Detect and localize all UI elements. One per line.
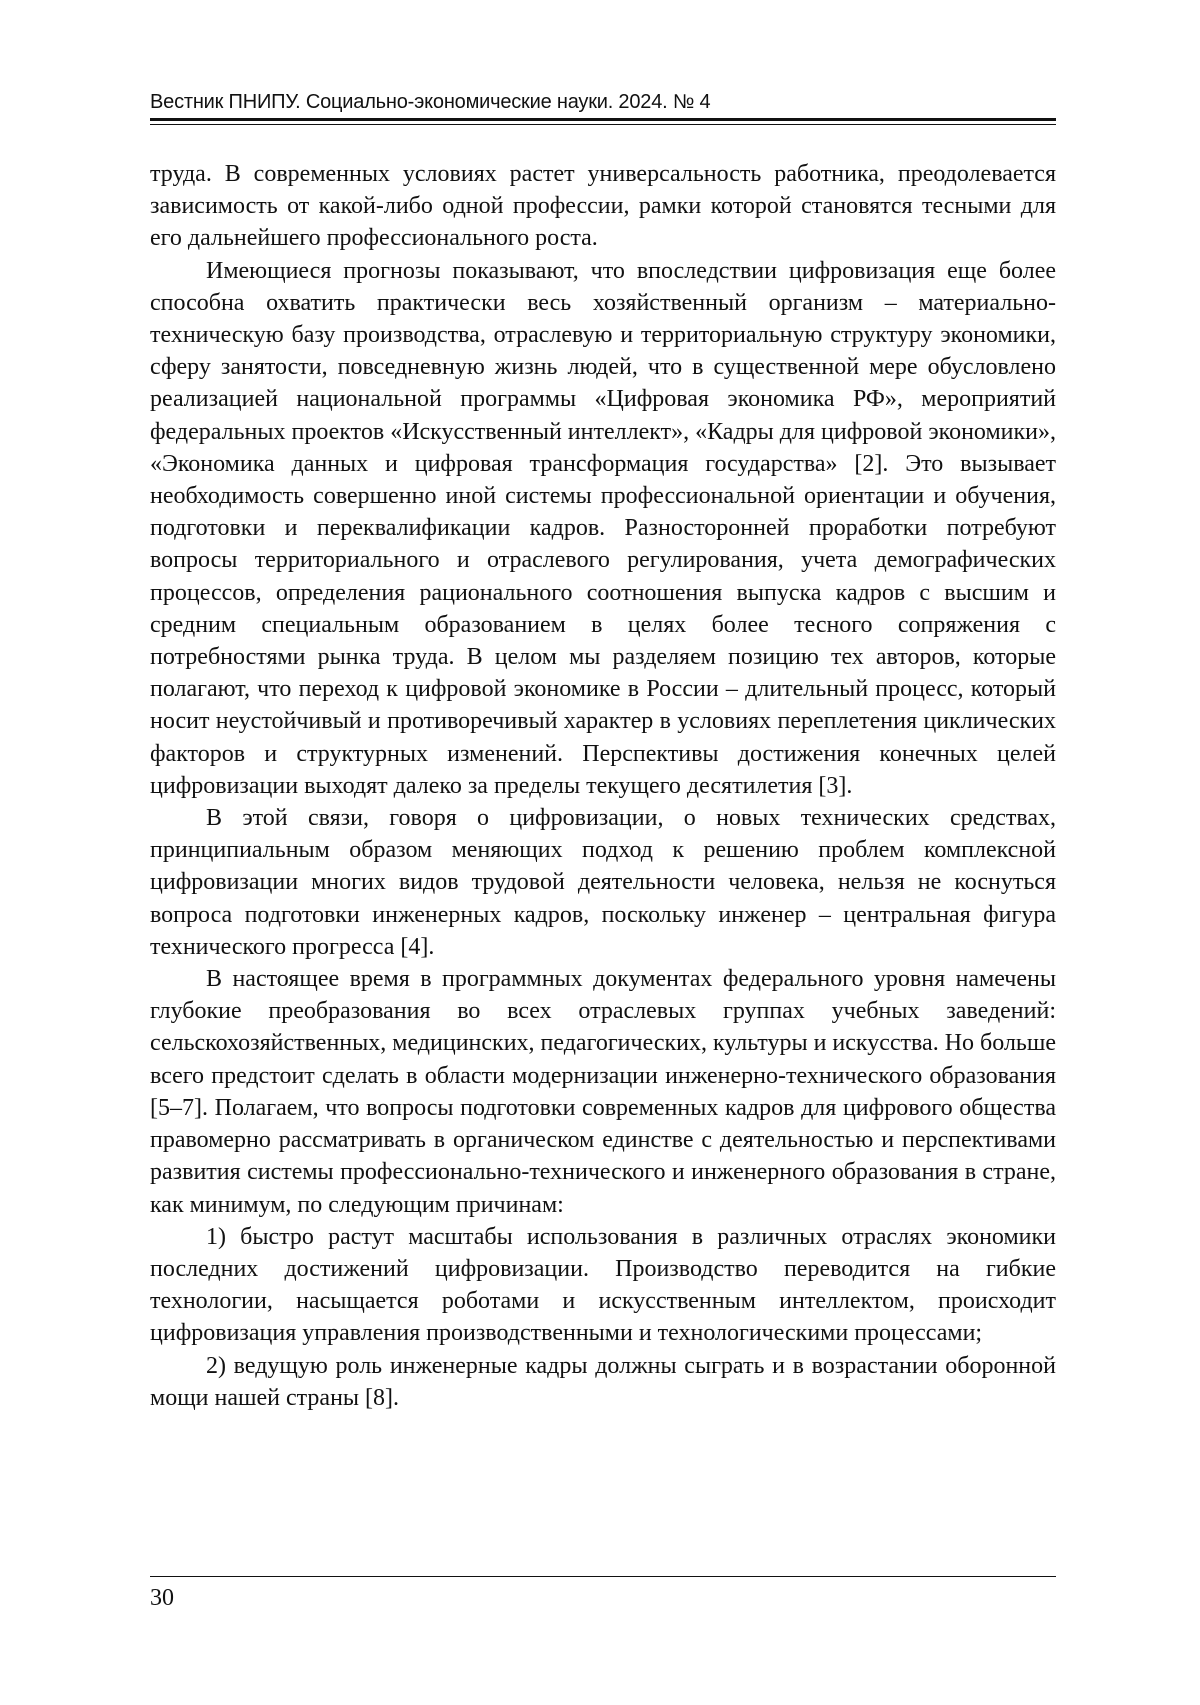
list-item-1: 1) быстро растут масштабы использования в различных отраслях экономики последних достижений цифровизации. Производство переводится на гибкие технологии, насыщается роботами и искусственным интеллектом, происходит цифровизация управления производственными и технологическими процессами; <box>150 1221 1056 1350</box>
running-header: Вестник ПНИПУ. Социально-экономические науки. 2024. № 4 <box>150 90 1056 114</box>
footer-rule <box>150 1576 1056 1577</box>
paragraph: Имеющиеся прогнозы показывают, что впоследствии цифровизация еще более способна охватить практически весь хозяйственный организм – материально-техническую базу производства, отраслевую и территориальную структуру экономики, сферу занятости, повседневную жизнь людей, что в существенной мере обусловлено реализацией национальной программы «Цифровая экономика РФ», мероприятий федеральных проектов «Искусственный интеллект», «Кадры для цифровой экономики», «Экономика данных и цифровая трансформация государства» [2]. Это вызывает необходимость совершенно иной системы профессиональной ориентации и обучения, подготовки и переквалификации кадров. Разносторонней проработки потребуют вопросы территориального и отраслевого регулирования, учета демографических процессов, определения рационального соотношения выпуска кадров с высшим и средним специальным образованием в целях более тесного сопряжения с потребностями рынка труда. В целом мы разделяем позицию тех авторов, которые полагают, что переход к цифровой экономике в России – длительный процесс, который носит неустойчивый и противоречивый характер в условиях переплетения циклических факторов и структурных изменений. Перспективы достижения конечных целей цифровизации выходят далеко за пределы текущего десятилетия [3]. <box>150 255 1056 802</box>
header-rule-thin <box>150 124 1056 125</box>
paragraph-continuation: труда. В современных условиях растет универсальность работника, преодолевается зависимость от какой-либо одной профессии, рамки которой становятся тесными для его дальнейшего профессионального роста. <box>150 158 1056 255</box>
header-rule-thick <box>150 118 1056 121</box>
page-number: 30 <box>150 1584 174 1612</box>
paragraph: В настоящее время в программных документах федерального уровня намечены глубокие преобразования во всех отраслевых группах учебных заведений: сельскохозяйственных, медицинских, педагогических, культуры и искусства. Но больше всего предстоит сделать в области модернизации инженерно-технического образования [5–7]. Полагаем, что вопросы подготовки современных кадров для цифрового общества правомерно рассматривать в органическом единстве с деятельностью и перспективами развития системы профессионально-технического и инженерного образования в стране, как минимум, по следующим причинам: <box>150 963 1056 1221</box>
list-item-2: 2) ведущую роль инженерные кадры должны сыграть и в возрастании оборонной мощи нашей страны [8]. <box>150 1350 1056 1414</box>
paragraph: В этой связи, говоря о цифровизации, о новых технических средствах, принципиальным образом меняющих подход к решению проблем комплексной цифровизации многих видов трудовой деятельности человека, нельзя не коснуться вопроса подготовки инженерных кадров, поскольку инженер – центральная фигура технического прогресса [4]. <box>150 802 1056 963</box>
article-body <box>150 158 1056 1414</box>
